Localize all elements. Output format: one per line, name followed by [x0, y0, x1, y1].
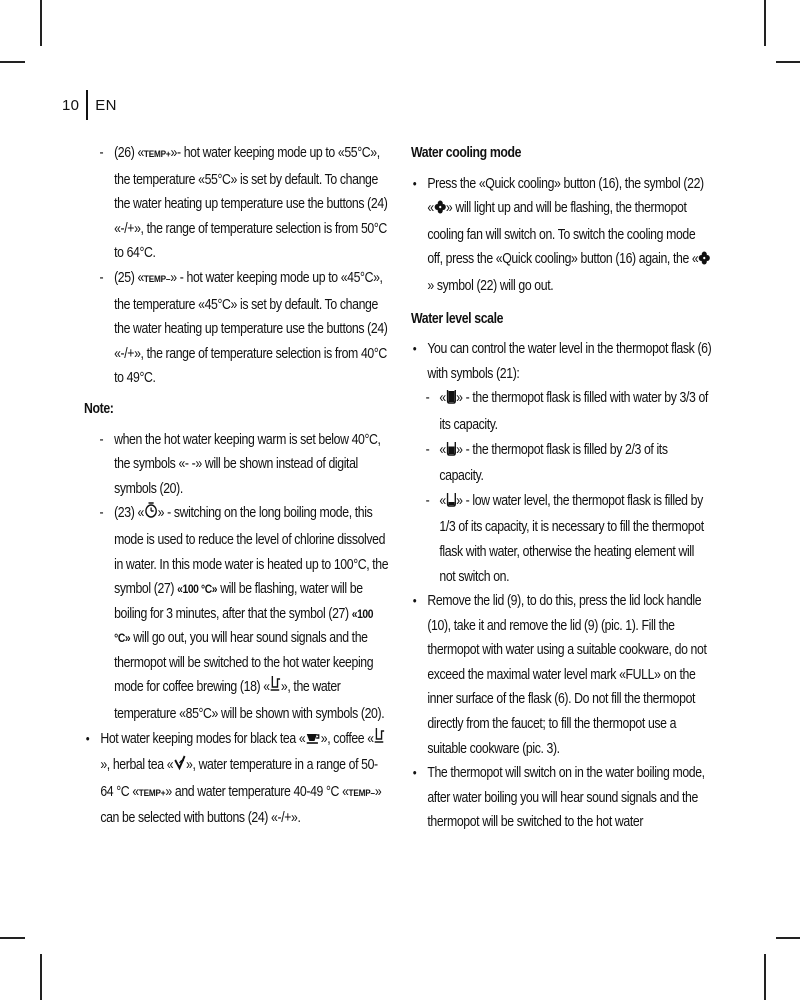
- list-item: • Press the «Quick cooling» button (16), the symbol (22) « » will light up and will be flashing, the thermopot cooling fan will switch on. To switch the cooling mode off, press the «Quick cooling» button (16) again, the «» symbol (22) will go out.: [411, 172, 712, 299]
- list-item: - (26) «TEMP+»- hot water keeping mode up to «55°C», the temperature «55°C» is set by default. To change the water heating up temperature use the buttons (24) «-/+», the range of temperature selection is from 50°C to 64°C.: [84, 141, 388, 266]
- crop-mark: [40, 954, 42, 1000]
- flask-low-icon: [446, 491, 456, 516]
- crop-mark: [776, 937, 800, 939]
- left-column: [84, 141, 388, 831]
- coffee-cup-icon: [270, 675, 281, 702]
- section-heading: Water level scale: [411, 310, 504, 327]
- header-divider: [86, 90, 88, 120]
- list-item: • The thermopot will switch on in the water boiling mode, after water boiling you will hear sound signals and the thermopot will be switched to the hot water: [411, 761, 712, 835]
- right-column: [411, 141, 712, 835]
- list-item: • You can control the water level in the thermopot flask (6) with symbols (21):: [411, 337, 712, 386]
- crop-mark: [776, 61, 800, 63]
- language-code: EN: [95, 96, 117, 114]
- leaf-cup-icon: [173, 754, 186, 780]
- list-item: - (23) « » - switching on the long boiling mode, this mode is used to reduce the level of chlorine dissolved in water. In this mode water is heated up to 100°C, the symbol (27) «100 °C» will be flashing, water will be boiling for 3 minutes, after that the symbol (27) «100 °C» will go out, you will hear sound signals and the thermopot will be switched to the hot water keeping mode for coffee brewing (18) « », the water temperature «85°C» will be shown with symbols (20).: [84, 501, 388, 726]
- crop-mark: [764, 0, 766, 46]
- list-item: - when the hot water keeping warm is set below 40°C, the symbols «- -» will be shown instead of digital symbols (20).: [84, 428, 388, 502]
- list-item: - « » - the thermopot flask is filled with water by 3/3 of its capacity.: [411, 386, 712, 437]
- fan-icon: [434, 198, 446, 223]
- coffee-cup-icon: [374, 727, 385, 754]
- note-heading: Note:: [84, 400, 114, 417]
- clock-icon: [144, 501, 158, 528]
- crop-mark: [764, 954, 766, 1000]
- page-header: [62, 92, 117, 118]
- fan-icon: [698, 249, 710, 274]
- page-number: 10: [62, 96, 80, 114]
- section-heading: Water cooling mode: [411, 145, 522, 161]
- list-item: - « » - low water level, the thermopot flask is filled by 1/3 of its capacity, it is necessary to fill the thermopot flask with water, otherwise the heating element will not switch on.: [411, 489, 712, 589]
- flask-full-icon: [446, 388, 456, 413]
- crop-mark: [40, 0, 42, 46]
- list-item: • Remove the lid (9), to do this, press the lid lock handle (10), take it and remove the lid (9) (pic. 1). Fill the thermopot with water using a suitable cookware, do not exceed the maximal water level mark «FULL» on the inner surface of the flask (6). Do not fill the thermopot directly from the faucet; to fill the thermopot use a suitable cookware (pic. 3).: [411, 589, 712, 761]
- list-item: • Hot water keeping modes for black tea « », coffee «», herbal tea « », water temperature in a range of 50-64 °C «TEMP+» and water temperature 40-49 °C «TEMP–» can be selected with buttons (24) «-/+».: [84, 727, 388, 831]
- list-item: - (25) «TEMP–» - hot water keeping mode up to «45°C», the temperature «45°C» is set by default. To change the water heating up temperature use the buttons (24) «-/+», the range of temperature selection is from 40°C to 49°C.: [84, 266, 388, 391]
- list-item: - « » - the thermopot flask is filled by 2/3 of its capacity.: [411, 438, 712, 489]
- crop-mark: [0, 937, 25, 939]
- tea-cup-icon: [305, 729, 320, 754]
- crop-mark: [0, 61, 25, 63]
- flask-two-thirds-icon: [446, 440, 456, 465]
